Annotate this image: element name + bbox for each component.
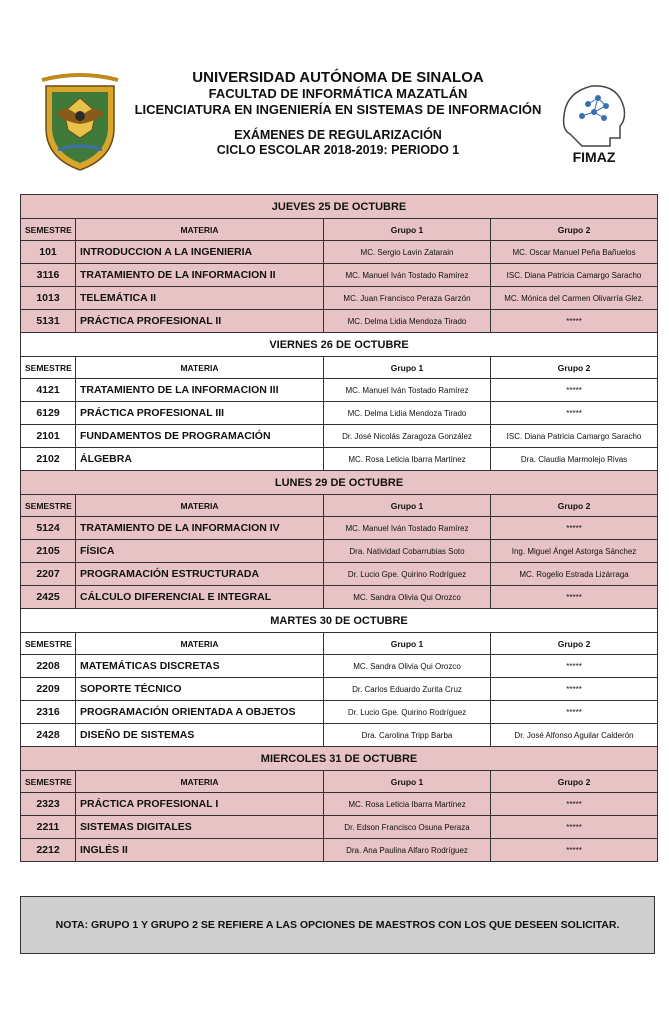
group2-teacher: ***** <box>491 655 658 678</box>
table-row <box>21 241 658 264</box>
group2-teacher: ***** <box>491 379 658 402</box>
semester-code: 2316 <box>21 701 76 724</box>
group1-teacher: Dr. Lucio Gpe. Quirino Rodríguez <box>324 701 491 724</box>
semester-code: 2105 <box>21 540 76 563</box>
semester-code: 2101 <box>21 425 76 448</box>
group1-teacher: MC. Sandra Olivia Qui Orozco <box>324 655 491 678</box>
group1-teacher: Dr. Edson Francisco Osuna Peraza <box>324 816 491 839</box>
group2-teacher: ***** <box>491 701 658 724</box>
document-header <box>0 0 669 190</box>
header-grupo1: Grupo 1 <box>324 219 491 241</box>
subject-name: PRÁCTICA PROFESIONAL III <box>76 402 324 425</box>
group2-teacher: MC. Rogelio Estrada Lizárraga <box>491 563 658 586</box>
group1-teacher: Dr. José Nicolás Zaragoza González <box>324 425 491 448</box>
table-row <box>21 310 658 333</box>
note-text: NOTA: GRUPO 1 Y GRUPO 2 SE REFIERE A LAS OPCIONES DE MAESTROS CON LOS QUE DESEEN SOLICITAR. <box>55 919 620 931</box>
column-header-row <box>21 357 658 379</box>
subject-name: TRATAMIENTO DE LA INFORMACION IV <box>76 517 324 540</box>
table-row <box>21 655 658 678</box>
table-row <box>21 517 658 540</box>
subject-name: TRATAMIENTO DE LA INFORMACION III <box>76 379 324 402</box>
group1-teacher: MC. Juan Francisco Peraza Garzón <box>324 287 491 310</box>
header-materia: MATERIA <box>76 219 324 241</box>
group1-teacher: MC. Delma Lidia Mendoza Tirado <box>324 310 491 333</box>
group1-teacher: Dra. Ana Paulina Alfaro Rodríguez <box>324 839 491 862</box>
header-semestre: SEMESTRE <box>21 357 76 379</box>
subject-name: MATEMÁTICAS DISCRETAS <box>76 655 324 678</box>
subject-name: CÁLCULO DIFERENCIAL E INTEGRAL <box>76 586 324 609</box>
group1-teacher: MC. Rosa Leticia Ibarra Martínez <box>324 448 491 471</box>
table-row <box>21 448 658 471</box>
group2-teacher: Dra. Claudia Marmolejo Rivas <box>491 448 658 471</box>
subject-name: SOPORTE TÉCNICO <box>76 678 324 701</box>
header-materia: MATERIA <box>76 771 324 793</box>
header-grupo1: Grupo 1 <box>324 633 491 655</box>
group2-teacher: ***** <box>491 839 658 862</box>
subject-name: PROGRAMACIÓN ORIENTADA A OBJETOS <box>76 701 324 724</box>
group2-teacher: ***** <box>491 310 658 333</box>
group1-teacher: MC. Sergio Lavin Zatarain <box>324 241 491 264</box>
group2-teacher: ISC. Diana Patricia Camargo Saracho <box>491 264 658 287</box>
semester-code: 2102 <box>21 448 76 471</box>
table-row <box>21 264 658 287</box>
school-cycle: CICLO ESCOLAR 2018-2019: PERIODO 1 <box>216 143 460 157</box>
semester-code: 1013 <box>21 287 76 310</box>
header-materia: MATERIA <box>76 495 324 517</box>
table-row <box>21 379 658 402</box>
day-heading-row <box>21 609 658 633</box>
table-row <box>21 816 658 839</box>
table-row <box>21 724 658 747</box>
semester-code: 3116 <box>21 264 76 287</box>
semester-code: 2208 <box>21 655 76 678</box>
semester-code: 2212 <box>21 839 76 862</box>
table-row <box>21 793 658 816</box>
group1-teacher: Dr. Carlos Eduardo Zurita Cruz <box>324 678 491 701</box>
semester-code: 2425 <box>21 586 76 609</box>
header-grupo1: Grupo 1 <box>324 357 491 379</box>
group1-teacher: Dr. Lucio Gpe. Quirino Rodríguez <box>324 563 491 586</box>
header-semestre: SEMESTRE <box>21 633 76 655</box>
exam-schedule-table <box>20 194 658 862</box>
group2-teacher: ISC. Diana Patricia Camargo Saracho <box>491 425 658 448</box>
semester-code: 5124 <box>21 517 76 540</box>
group2-teacher: Ing. Miguel Ángel Astorga Sánchez <box>491 540 658 563</box>
group1-teacher: MC. Manuel Iván Tostado Ramírez <box>324 517 491 540</box>
group2-teacher: ***** <box>491 586 658 609</box>
subject-name: TRATAMIENTO DE LA INFORMACION II <box>76 264 324 287</box>
day-heading-row <box>21 195 658 219</box>
subject-name: PRÁCTICA PROFESIONAL II <box>76 310 324 333</box>
day-heading-row <box>21 333 658 357</box>
group2-teacher: Dr. José Alfonso Aguilar Calderón <box>491 724 658 747</box>
header-grupo2: Grupo 2 <box>491 219 658 241</box>
subject-name: PRÁCTICA PROFESIONAL I <box>76 793 324 816</box>
subject-name: INGLÉS II <box>76 839 324 862</box>
column-header-row <box>21 495 658 517</box>
group1-teacher: Dra. Natividad Cobarrubias Soto <box>324 540 491 563</box>
day-title: MIERCOLES 31 DE OCTUBRE <box>21 747 658 771</box>
document-title: EXÁMENES DE REGULARIZACIÓN <box>234 128 442 142</box>
column-header-row <box>21 633 658 655</box>
subject-name: PROGRAMACIÓN ESTRUCTURADA <box>76 563 324 586</box>
group2-teacher: ***** <box>491 517 658 540</box>
subject-name: FUNDAMENTOS DE PROGRAMACIÓN <box>76 425 324 448</box>
table-row <box>21 586 658 609</box>
group2-teacher: ***** <box>491 793 658 816</box>
header-semestre: SEMESTRE <box>21 219 76 241</box>
university-seal-logo <box>36 72 124 172</box>
university-name: UNIVERSIDAD AUTÓNOMA DE SINALOA <box>192 69 484 86</box>
subject-name: INTRODUCCION A LA INGENIERIA <box>76 241 324 264</box>
header-grupo2: Grupo 2 <box>491 771 658 793</box>
header-grupo1: Grupo 1 <box>324 771 491 793</box>
group2-teacher: MC. Mónica del Carmen Olivarría Glez. <box>491 287 658 310</box>
semester-code: 2323 <box>21 793 76 816</box>
header-semestre: SEMESTRE <box>21 495 76 517</box>
group1-teacher: MC. Rosa Leticia Ibarra Martínez <box>324 793 491 816</box>
group1-teacher: MC. Manuel Iván Tostado Ramírez <box>324 379 491 402</box>
table-row <box>21 563 658 586</box>
day-title: MARTES 30 DE OCTUBRE <box>21 609 658 633</box>
header-materia: MATERIA <box>76 633 324 655</box>
group1-teacher: MC. Manuel Iván Tostado Ramírez <box>324 264 491 287</box>
note-box <box>20 896 655 954</box>
subject-name: FÍSICA <box>76 540 324 563</box>
header-grupo2: Grupo 2 <box>491 495 658 517</box>
column-header-row <box>21 771 658 793</box>
header-grupo2: Grupo 2 <box>491 633 658 655</box>
semester-code: 6129 <box>21 402 76 425</box>
group1-teacher: Dra. Carolina Tripp Barba <box>324 724 491 747</box>
header-grupo2: Grupo 2 <box>491 357 658 379</box>
group2-teacher: ***** <box>491 816 658 839</box>
day-heading-row <box>21 471 658 495</box>
table-row <box>21 839 658 862</box>
subject-name: ÁLGEBRA <box>76 448 324 471</box>
semester-code: 4121 <box>21 379 76 402</box>
semester-code: 2211 <box>21 816 76 839</box>
day-title: LUNES 29 DE OCTUBRE <box>21 471 658 495</box>
semester-code: 2207 <box>21 563 76 586</box>
day-title: JUEVES 25 DE OCTUBRE <box>21 195 658 219</box>
header-semestre: SEMESTRE <box>21 771 76 793</box>
table-row <box>21 287 658 310</box>
subject-name: TELEMÁTICA II <box>76 287 324 310</box>
semester-code: 2209 <box>21 678 76 701</box>
subject-name: DISEÑO DE SISTEMAS <box>76 724 324 747</box>
header-materia: MATERIA <box>76 357 324 379</box>
semester-code: 5131 <box>21 310 76 333</box>
faculty-name: FACULTAD DE INFORMÁTICA MAZATLÁN <box>208 86 468 101</box>
header-grupo1: Grupo 1 <box>324 495 491 517</box>
group1-teacher: MC. Sandra Olivia Qui Orozco <box>324 586 491 609</box>
table-row <box>21 402 658 425</box>
subject-name: SISTEMAS DIGITALES <box>76 816 324 839</box>
semester-code: 101 <box>21 241 76 264</box>
program-name: LICENCIATURA EN INGENIERÍA EN SISTEMAS DE INFORMACIÓN <box>134 102 542 117</box>
table-row <box>21 425 658 448</box>
fimaz-logo <box>552 76 636 166</box>
table-row <box>21 678 658 701</box>
table-row <box>21 540 658 563</box>
group2-teacher: ***** <box>491 678 658 701</box>
fimaz-logo-text: FIMAZ <box>572 149 616 165</box>
semester-code: 2428 <box>21 724 76 747</box>
column-header-row <box>21 219 658 241</box>
day-heading-row <box>21 747 658 771</box>
day-title: VIERNES 26 DE OCTUBRE <box>21 333 658 357</box>
group2-teacher: MC. Oscar Manuel Peña Bañuelos <box>491 241 658 264</box>
group1-teacher: MC. Delma Lidia Mendoza Tirado <box>324 402 491 425</box>
table-row <box>21 701 658 724</box>
group2-teacher: ***** <box>491 402 658 425</box>
